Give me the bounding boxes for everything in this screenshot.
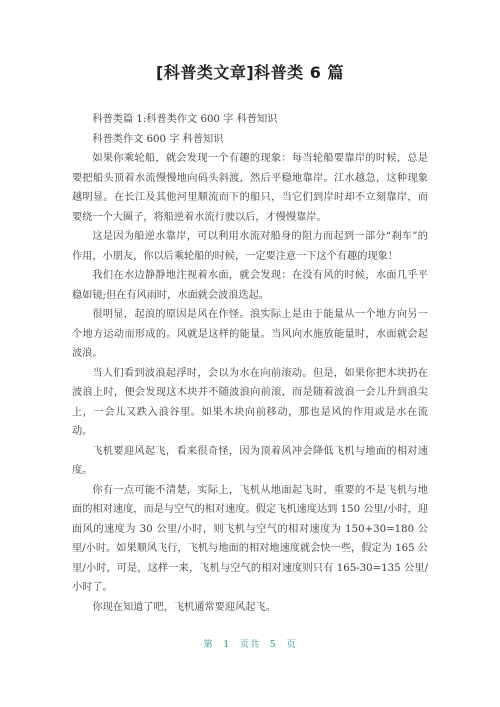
paragraph: 飞机要迎风起飞，看来很奇怪，因为顶着风冲会降低飞机与地面的相对速度。 (72, 445, 428, 476)
page-number: 第 1 页共 5 页 (203, 640, 297, 650)
document-body (72, 110, 428, 617)
paragraph: 我们在水边静静地注视着水面，就会发现：在没有风的时候，水面几乎平稳如镜;但在有风雨时，水面就会波浪迭起。 (72, 270, 428, 301)
paragraph: 很明显，起浪的原因是风在作怪。浪实际上是由于能量从一个地方向另一个地方运动而形成的。风就是这样的能量。当风向水施放能量时，水面就会起波浪。 (72, 309, 428, 359)
paragraph: 当人们看到波浪起浮时，会以为水在向前滚动。但是，如果你把木块扔在波浪上时，便会发现这木块并不随波浪向前滚，而是随着波浪一会儿升到浪尖上，一会儿又跌入浪谷里。如果木块向前移动，那也是风的作用或是水在流动。 (72, 367, 428, 437)
paragraph: 如果你乘轮船，就会发现一个有趣的现象：每当轮船要靠岸的时候，总是要把船头顶着水流慢慢地向码头斜渡，然后平稳地靠岸。江水越急，这种现象越明显。在长江及其他河里顺流而下的船只，当它们到岸时却不立刻靠岸，而要绕一个大圈子，将船逆着水流行驶以后，才慢慢靠岸。 (72, 153, 428, 223)
paragraph-subtitle-1: 科普类篇 1:科普类作文 600 字 科普知识 (92, 114, 278, 125)
paragraph: 你有一点可能不清楚，实际上，飞机从地面起飞时，重要的不是飞机与地面的相对速度，而是与空气的相对速度。假定飞机速度达到 150 公里/小时，迎面风的速度为 30 公里/小时，则飞机与空气的相对速度为 150+30=180 公里/小时。如果顺风飞行，飞机与地面的相对地速度就会快一些，假定为 165 公里/小时，可是，这样一来，飞机与空气的相对速度则只有 165-30=135 公里/小时了。 (72, 484, 428, 593)
paragraph-subtitle-2: 科普类作文 600 字 科普知识 (92, 133, 224, 145)
paragraph: 你现在知道了吧，飞机通常要迎风起飞。 (92, 601, 276, 613)
paragraph: 这是因为船逆水靠岸，可以利用水流对船身的阻力而起到一部分“刹车”的作用，小朋友，你以后乘轮船的时候，一定要注意一下这个有趣的现象！ (72, 231, 428, 262)
document-title: [科普类文章]科普类 6 篇 (156, 63, 344, 82)
